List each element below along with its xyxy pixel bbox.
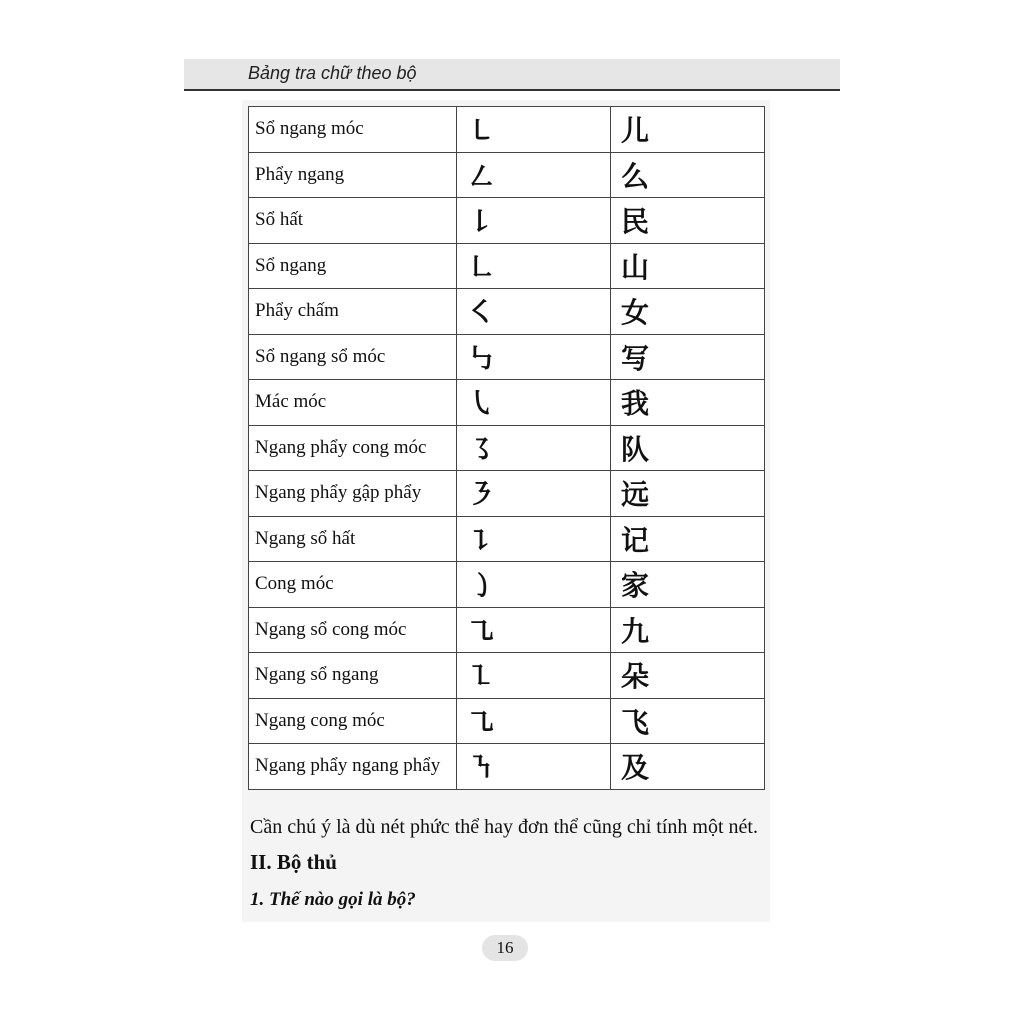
running-header xyxy=(184,59,840,91)
stroke-glyph-cell: ㇉ xyxy=(457,334,611,380)
stroke-glyph-cell: ㇋ xyxy=(457,471,611,517)
example-char-cell: 家 xyxy=(611,562,765,608)
table-row xyxy=(249,380,765,426)
stroke-name-cell: Ngang phẩy cong móc xyxy=(249,425,457,471)
stroke-glyph-cell: ㇈ xyxy=(457,698,611,744)
table-row xyxy=(249,107,765,153)
table-row xyxy=(249,334,765,380)
example-char-cell: 队 xyxy=(611,425,765,471)
stroke-name-cell: Sổ ngang xyxy=(249,243,457,289)
stroke-glyph-cell: ㇎ xyxy=(457,744,611,790)
stroke-name-cell: Phẩy chấm xyxy=(249,289,457,335)
stroke-name-cell: Sổ hất xyxy=(249,198,457,244)
table-row xyxy=(249,562,765,608)
example-char-cell: 写 xyxy=(611,334,765,380)
table-row xyxy=(249,471,765,517)
table-row xyxy=(249,698,765,744)
stroke-glyph-cell: ㇊ xyxy=(457,516,611,562)
example-char-cell: 民 xyxy=(611,198,765,244)
stroke-glyph-cell: ㇛ xyxy=(457,289,611,335)
stroke-name-cell: Ngang sổ hất xyxy=(249,516,457,562)
stroke-glyph-cell: ㇙ xyxy=(457,198,611,244)
stroke-glyph-cell: ㇈ xyxy=(457,607,611,653)
stroke-table-body xyxy=(249,107,765,790)
example-char-cell: 记 xyxy=(611,516,765,562)
table-row xyxy=(249,289,765,335)
stroke-name-cell: Cong móc xyxy=(249,562,457,608)
table-row xyxy=(249,653,765,699)
section-heading: II. Bộ thủ xyxy=(250,850,337,874)
table-row xyxy=(249,607,765,653)
stroke-name-cell: Ngang sổ cong móc xyxy=(249,607,457,653)
stroke-glyph-cell: ㇗ xyxy=(457,243,611,289)
page-number: 16 xyxy=(482,935,528,961)
stroke-glyph-cell: ㇜ xyxy=(457,152,611,198)
stroke-glyph-cell: ㇁ xyxy=(457,562,611,608)
table-row xyxy=(249,243,765,289)
note-text: Cần chú ý là dù nét phức thể hay đơn thể cũng chỉ tính một nét. xyxy=(250,816,758,838)
example-char-cell: 山 xyxy=(611,243,765,289)
header-title: Bảng tra chữ theo bộ xyxy=(248,63,417,83)
stroke-name-cell: Phẩy ngang xyxy=(249,152,457,198)
stroke-name-cell: Ngang phẩy gập phẩy xyxy=(249,471,457,517)
example-char-cell: 远 xyxy=(611,471,765,517)
stroke-name-cell: Ngang cong móc xyxy=(249,698,457,744)
example-char-cell: 么 xyxy=(611,152,765,198)
table-row xyxy=(249,152,765,198)
stroke-name-cell: Ngang sổ ngang xyxy=(249,653,457,699)
stroke-glyph-cell: ㇌ xyxy=(457,425,611,471)
stroke-glyph-cell: ㇅ xyxy=(457,653,611,699)
stroke-table xyxy=(248,106,765,790)
example-char-cell: 飞 xyxy=(611,698,765,744)
example-char-cell: 九 xyxy=(611,607,765,653)
stroke-name-cell: Sổ ngang móc xyxy=(249,107,457,153)
stroke-glyph-cell: ㇂ xyxy=(457,380,611,426)
table-row xyxy=(249,516,765,562)
stroke-name-cell: Ngang phẩy ngang phẩy xyxy=(249,744,457,790)
table-row xyxy=(249,425,765,471)
example-char-cell: 及 xyxy=(611,744,765,790)
table-row xyxy=(249,198,765,244)
example-char-cell: 朵 xyxy=(611,653,765,699)
stroke-name-cell: Sổ ngang sổ móc xyxy=(249,334,457,380)
subsection-heading: 1. Thế nào gọi là bộ? xyxy=(250,889,416,910)
stroke-name-cell: Mác móc xyxy=(249,380,457,426)
table-row xyxy=(249,744,765,790)
example-char-cell: 女 xyxy=(611,289,765,335)
example-char-cell: 我 xyxy=(611,380,765,426)
stroke-glyph-cell: ㇄ xyxy=(457,107,611,153)
example-char-cell: 儿 xyxy=(611,107,765,153)
